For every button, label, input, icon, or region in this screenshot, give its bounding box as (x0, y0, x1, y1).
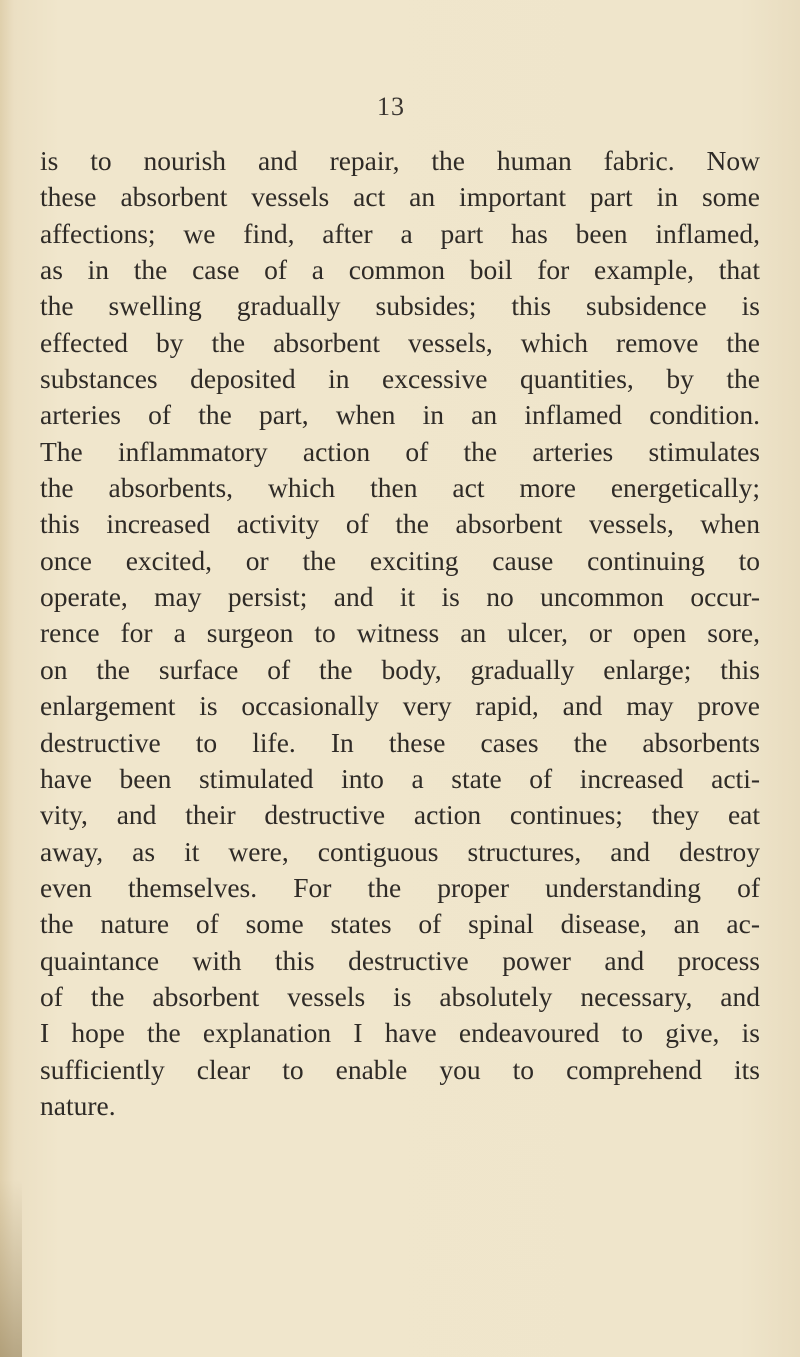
text-line: once excited, or the exciting cause continuing to (40, 544, 760, 576)
text-line: away, as it were, contiguous structures, and destroy (40, 835, 760, 867)
page-edge-shadow (0, 1180, 22, 1357)
text-line: The inflammatory action of the arteries stimulates (40, 435, 760, 467)
body-text (40, 143, 760, 1124)
text-line: is to nourish and repair, the human fabric. Now (40, 145, 760, 176)
text-line: affections; we find, after a part has been inflamed, (40, 217, 760, 249)
text-line: quaintance with this destructive power and process (40, 944, 760, 976)
text-line: these absorbent vessels act an important part in some (40, 181, 760, 213)
text-line: I hope the explanation I have endeavoured to give, is (40, 1017, 760, 1049)
text-line: arteries of the part, when in an inflamed condition. (40, 399, 760, 431)
text-line: destructive to life. In these cases the absorbents (40, 726, 760, 758)
text-line: rence for a surgeon to witness an ulcer, or open sore, (40, 617, 760, 649)
text-line: sufficiently clear to enable you to comprehend its (40, 1053, 760, 1085)
page-number: 13 (377, 92, 405, 121)
text-line: nature. (40, 1089, 116, 1121)
text-line: the nature of some states of spinal disease, an ac- (40, 908, 760, 940)
text-line: have been stimulated into a state of increased acti- (40, 762, 760, 794)
text-line: vity, and their destructive action continues; they eat (40, 799, 760, 831)
text-line: the swelling gradually subsides; this subsidence is (40, 290, 760, 322)
text-line: the absorbents, which then act more energetically; (40, 472, 760, 504)
text-line: of the absorbent vessels is absolutely necessary, and (40, 980, 760, 1012)
text-line: as in the case of a common boil for example, that (40, 254, 760, 286)
text-line: substances deposited in excessive quantities, by the (40, 363, 760, 395)
text-line: effected by the absorbent vessels, which remove the (40, 326, 760, 358)
text-line: even themselves. For the proper understanding of (40, 871, 760, 903)
text-line: enlargement is occasionally very rapid, and may prove (40, 690, 760, 722)
text-line: this increased activity of the absorbent vessels, when (40, 508, 760, 540)
text-line: operate, may persist; and it is no uncommon occur- (40, 581, 760, 613)
text-line: on the surface of the body, gradually enlarge; this (40, 653, 760, 685)
